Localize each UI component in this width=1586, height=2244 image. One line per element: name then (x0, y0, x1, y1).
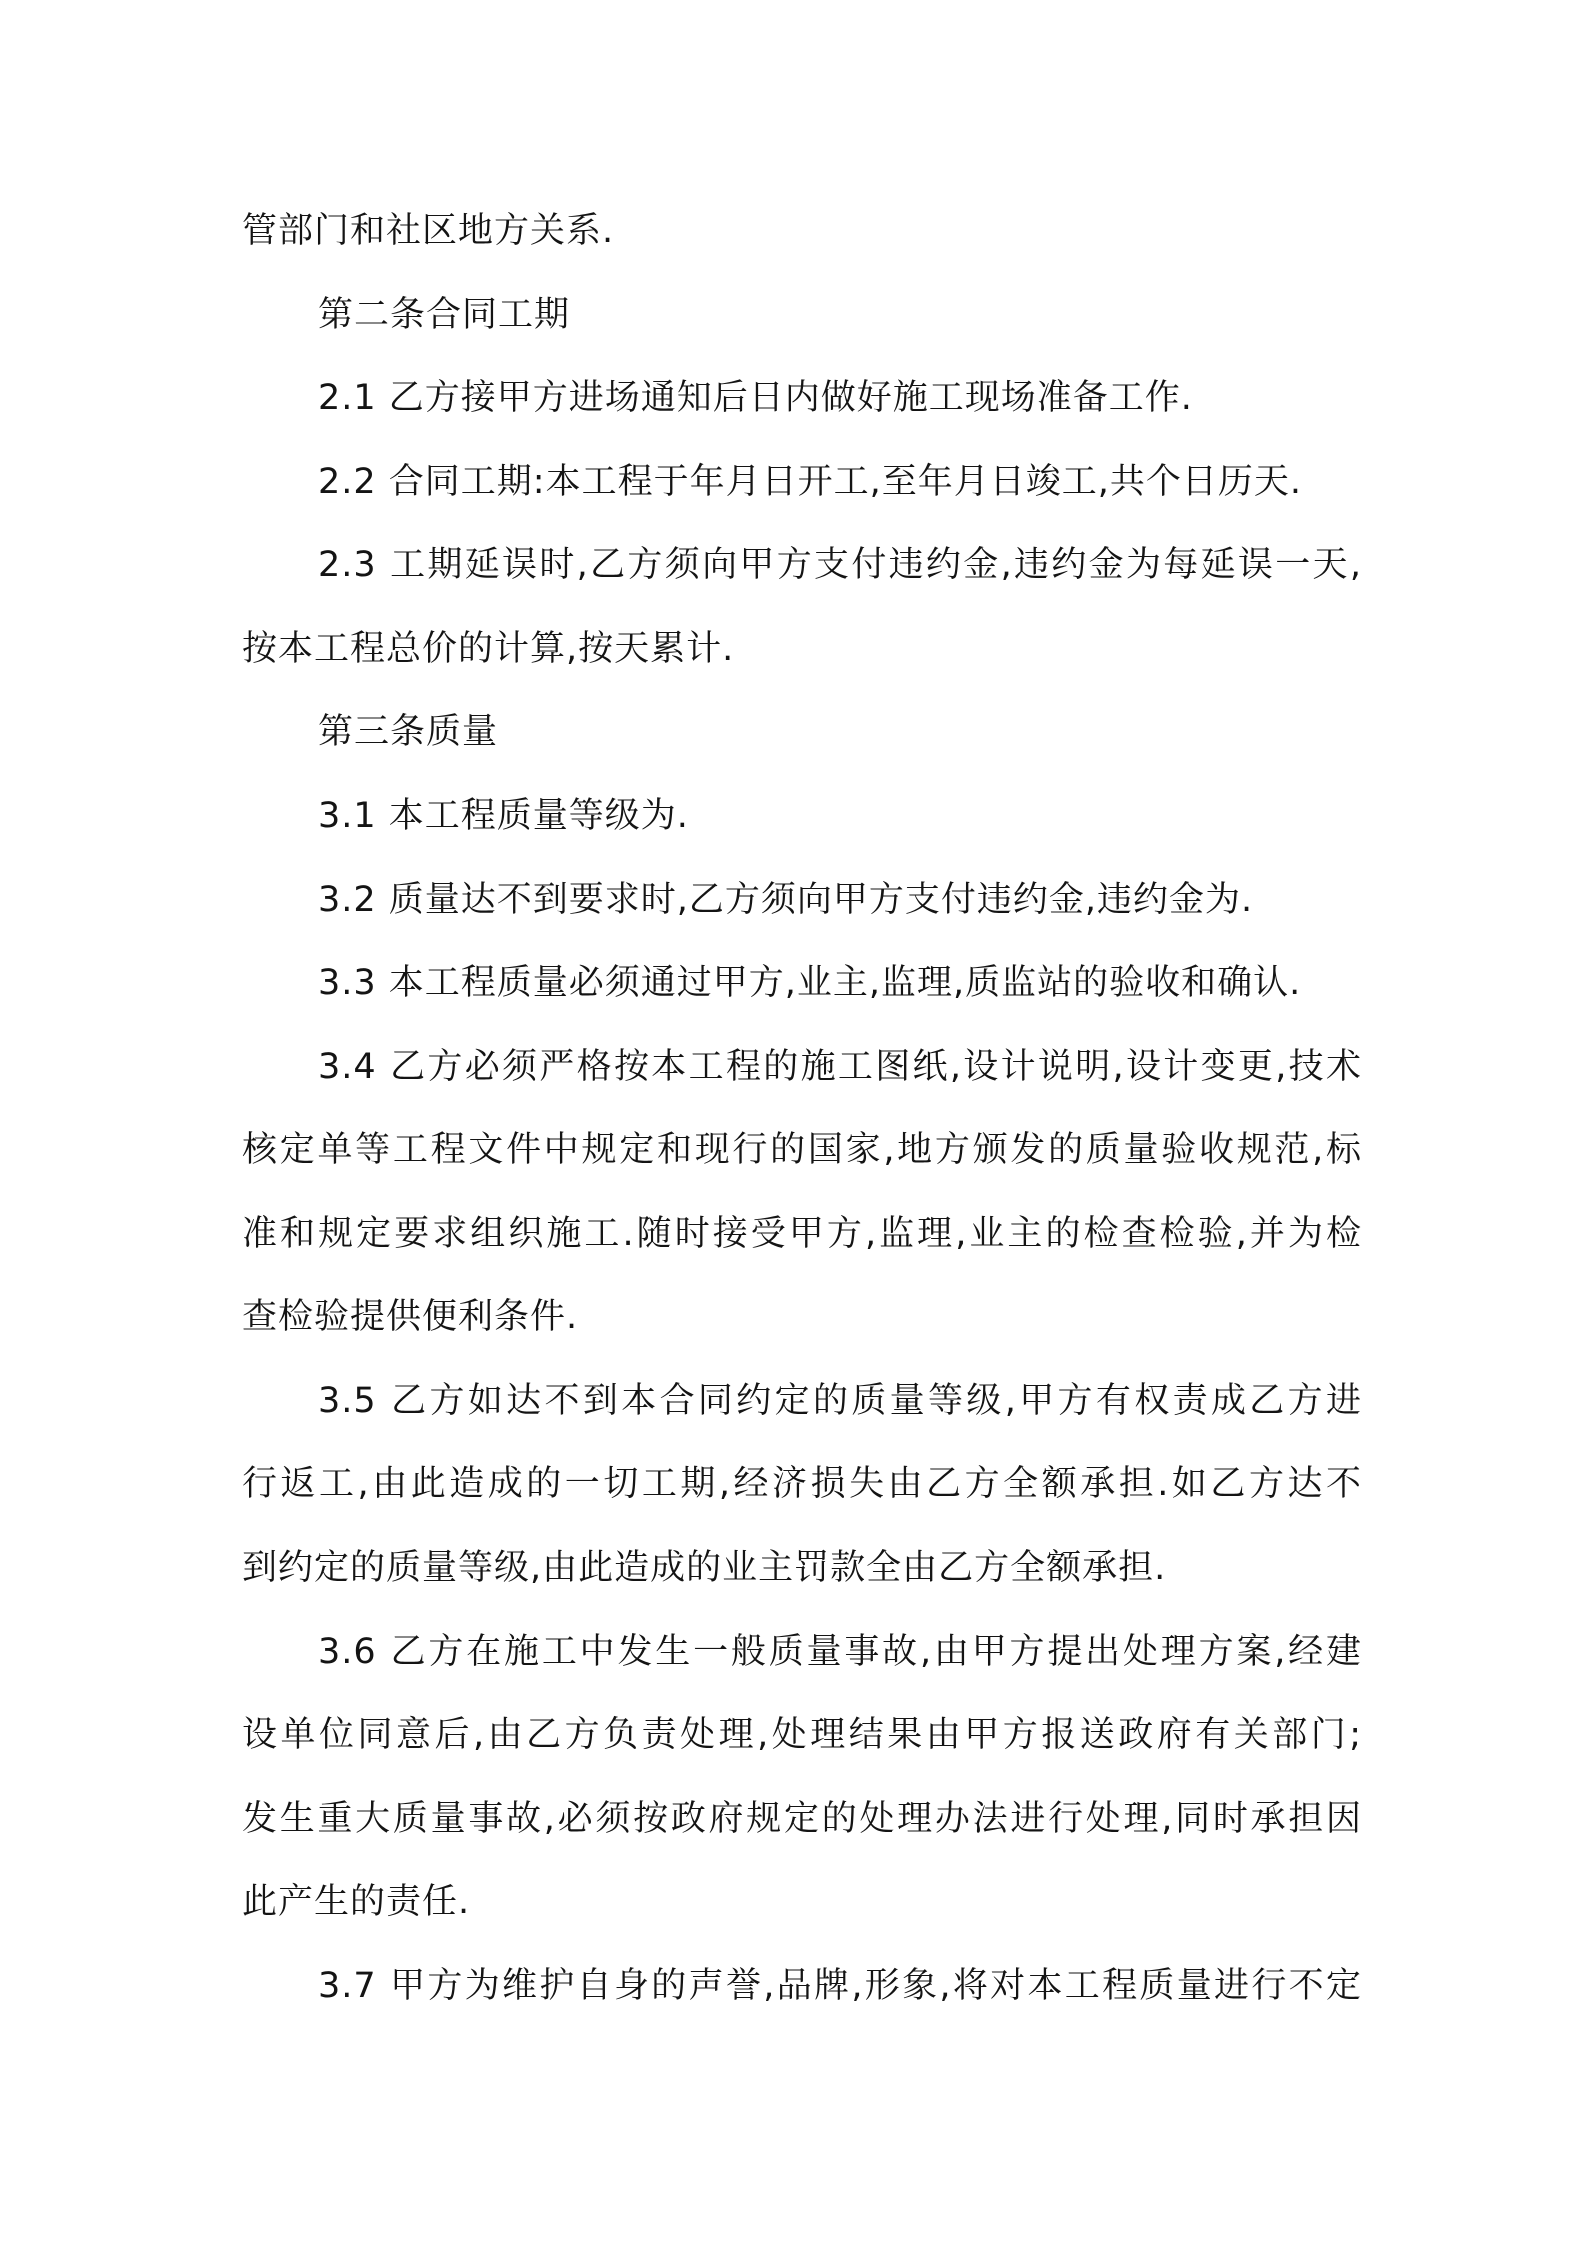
text-line: 管部门和社区地方关系. (242, 211, 615, 251)
clause-line: 3.4 乙方必须严格按本工程的施工图纸,设计说明,设计变更,技术 (318, 1047, 1362, 1087)
section-heading: 第二条合同工期 (318, 295, 571, 335)
clause-line: 3.2 质量达不到要求时,乙方须向甲方支付违约金,违约金为. (318, 880, 1254, 920)
section-heading: 第三条质量 (318, 712, 499, 752)
text-line: 查检验提供便利条件. (242, 1297, 579, 1337)
text-line: 此产生的责任. (242, 1882, 471, 1922)
clause-line: 2.1 乙方接甲方进场通知后日内做好施工现场准备工作. (318, 378, 1193, 418)
clause-line: 3.6 乙方在施工中发生一般质量事故,由甲方提出处理方案,经建 (318, 1632, 1362, 1672)
text-line: 设单位同意后,由乙方负责处理,处理结果由甲方报送政府有关部门; (242, 1715, 1362, 1755)
clause-line: 2.3 工期延误时,乙方须向甲方支付违约金,违约金为每延误一天, (318, 545, 1362, 585)
clause-line: 3.1 本工程质量等级为. (318, 796, 689, 836)
text-line: 到约定的质量等级,由此造成的业主罚款全由乙方全额承担. (242, 1548, 1167, 1588)
text-line: 核定单等工程文件中规定和现行的国家,地方颁发的质量验收规范,标 (242, 1130, 1362, 1170)
clause-line: 3.3 本工程质量必须通过甲方,业主,监理,质监站的验收和确认. (318, 963, 1302, 1003)
text-line: 行返工,由此造成的一切工期,经济损失由乙方全额承担.如乙方达不 (242, 1464, 1362, 1504)
clause-line: 2.2 合同工期:本工程于年月日开工,至年月日竣工,共个日历天. (318, 462, 1302, 502)
text-line: 按本工程总价的计算,按天累计. (242, 629, 735, 669)
text-line: 发生重大质量事故,必须按政府规定的处理办法进行处理,同时承担因 (242, 1799, 1362, 1839)
clause-line: 3.7 甲方为维护自身的声誉,品牌,形象,将对本工程质量进行不定 (318, 1966, 1362, 2006)
text-line: 准和规定要求组织施工.随时接受甲方,监理,业主的检查检验,并为检 (242, 1214, 1362, 1254)
clause-line: 3.5 乙方如达不到本合同约定的质量等级,甲方有权责成乙方进 (318, 1381, 1362, 1421)
